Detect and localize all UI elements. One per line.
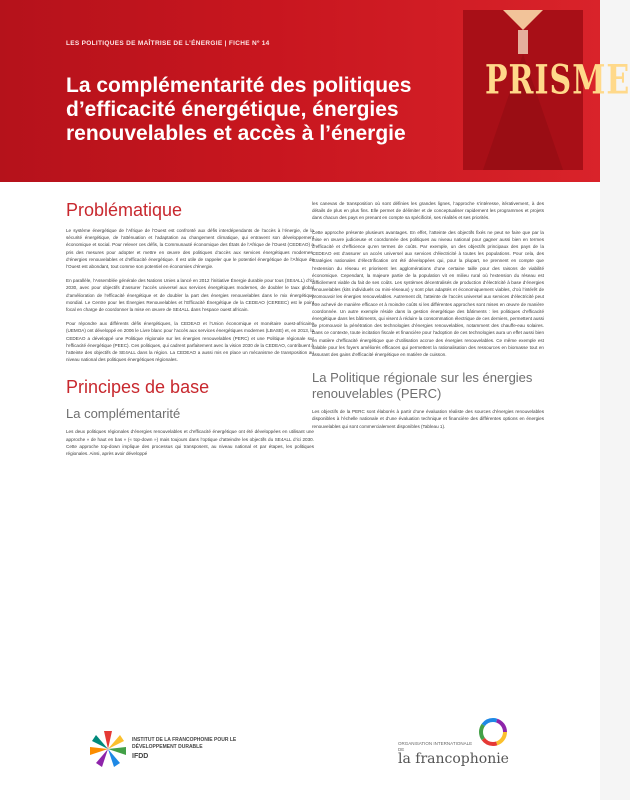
prisme-logo bbox=[463, 10, 630, 170]
left-column bbox=[66, 200, 314, 464]
oif-wordmark: la francophonie bbox=[398, 751, 509, 767]
series-kicker: LES POLITIQUES DE MAÎTRISE DE L’ÉNERGIE | FICHE Nº 14 bbox=[66, 40, 270, 47]
ifdd-name: INSTITUT DE LA FRANCOPHONIE POUR LE DÉVELOPPEMENT DURABLE bbox=[132, 737, 237, 750]
paragraph: Les deux politiques régionales d’énergies renouvelables et d’efficacité énergétique ont été développées en utilisant une approche « de haut en bas » (« top-down ») mais toujours dans l’optique d’atteindre les objectifs du SE4ALL d’ici 2030. Cette approche top-down implique des processus qui transposent, au niveau national et par étapes, les politiques régionales. Ainsi, après avoir développé bbox=[66, 429, 314, 457]
page-title: La complémentarité des politiques d’efficacité énergétique, énergies renouvelables et accès à l’énergie bbox=[66, 74, 412, 145]
oif-org-line: ORGANISATION INTERNATIONALE DE bbox=[398, 741, 473, 752]
subheading-complementarite: La complémentarité bbox=[66, 406, 181, 422]
section-heading-principes: Principes de base bbox=[66, 377, 210, 398]
ifdd-burst-icon bbox=[88, 729, 128, 769]
section-heading-problematique: Problématique bbox=[66, 200, 183, 220]
ifdd-logo bbox=[88, 725, 238, 771]
prisme-wordmark: PRISME bbox=[485, 57, 630, 105]
paragraph: Cette approche présente plusieurs avantages. En effet, l’atteinte des objectifs fixés ne peut se faire que par la mise en œuvre judicieuse et coordonnée des politiques au niveau national pour gagner aussi bien en termes d’efficacité et d’efficience qu’en termes de coûts. Par exemple, un des objectifs principaux des pays de la CEDEAO est d’assurer un accès universel aux services d’électricité à toutes les populations. Pour cela, des stratégies nationales d’électrification ont été développées qui, pour la plupart, ne prennent en compte que l’extension du réseau et priorisent les agglomérations d’une certaine taille pour des raisons de viabilité économique. Cependant, la majeure partie de la population vit en milieu rural où l’extension du réseau est difficilement viable du fait de ses coûts. Les systèmes décentralisés de production d’électricité à base d’énergies renouvelables (kits individuels ou mini-réseaux) y sont plus adaptés et économiquement viables, d’où l’intérêt de promouvoir les énergies renouvelables. Autrement dit, l’atteinte de l’accès universel aux services d’électricité peut être achevé de manière efficace et à moindre coûts si les différentes approches sont mises en œuvre de manière coordonnée. Un autre exemple réside dans la gestion énergétique des bâtiments : les politiques d’efficacité énergétique dans les bâtiments, qui visent à réduire la consommation électrique de ces derniers, permettent aussi de promouvoir la pénétration des technologies d’énergies renouvelables, notamment des chauffe-eau solaires. Dans ce contexte, toute incitation fiscale et financière pour l’adoption de ces technologies aura un effet aussi bien en matière d’efficacité énergétique que d’utilisation accrue des énergies renouvelables. Ce même exemple est valable pour les foyers améliorés efficaces qui permettent la rationalisation des ressources en biomasse tout en assurant des gains d’efficacité énergétique en matière de cuisson. bbox=[312, 229, 544, 358]
header-banner bbox=[0, 0, 630, 182]
paragraph: En parallèle, l’Assemblée générale des Nations Unies a lancé en 2012 l’initiative Énergie durable pour tous (SE4ALL) d’ici 2030, avec pour objectifs d’assurer l’accès universel aux services énergétiques modernes, de doubler le taux global d’amélioration de l’efficacité énergétique et de doubler la part des énergies renouvelables dans le mix énergétique mondial. Le Centre pour les Énergies Renouvelables et l’Efficacité Énergétique de la CEDEAO (CEREEC) est le point focal en charge de coordonner la mise en œuvre de SE4ALL dans l’espace ouest africain. bbox=[66, 278, 314, 313]
subheading-perc: La Politique régionale sur les énergies renouvelables (PERC) bbox=[312, 370, 533, 402]
oif-logo bbox=[392, 715, 552, 775]
right-column bbox=[312, 200, 544, 437]
paragraph: Le système énergétique de l’Afrique de l’Ouest est confronté aux défis interdépendants de l’accès à l’énergie, de la sécurité énergétique, de l’atténuation et l’adaptation au changement climatique, qui entravent son développement économique et social. Pour relever ces défis, la Communauté économique des États de l’Afrique de l’Ouest (CEDEAO) a pris des mesures pour adopter et mettre en œuvre des politiques d’accès aux services énergétiques modernes, d’énergies renouvelables et d’efficacité énergétique. Il est utile de rappeler que le potentiel énergétique de l’Afrique de l’Ouest est abondant, tout comme son potentiel en économies d’énergie. bbox=[66, 228, 314, 270]
ifdd-acronym: IFDD bbox=[132, 753, 149, 760]
oif-ring-icon bbox=[476, 715, 510, 749]
paragraph: Les objectifs de la PERC sont élaborés à partir d’une évaluation réaliste des sources d’énergies renouvelables disponibles à l’échelle nationale et d’une évaluation technique et financière des différentes options en énergies renouvelables qui sont commercialement disponibles (Tableau 1). bbox=[312, 409, 544, 429]
paragraph: les canevas de transposition où sont définies les grandes lignes, l’approche s’intéresse, itérativement, à des détails de plus en plus fins. Elle permet de délimiter et de conceptualiser rapidement les programmes et projets dans chacun des pays en prenant en compte sa spécificité, ses réalités et ses priorités. bbox=[312, 201, 544, 221]
footer bbox=[0, 700, 600, 800]
paragraph: Pour répondre aux différents défis énergétiques, la CEDEAO et l’Union économique et monétaire ouest-africaine (UEMOA) ont développé en 2006 le Livre blanc pour l’accès aux services énergétiques modernes (LBASE) et, en 2013, la CEDEAO a développé une Politique régionale sur les énergies renouvelables (PERC) et une Politique régionale sur l’efficacité énergétique (PEEC). Ces politiques, qui cadrent parfaitement avec la vision 2030 de la CEDEAO, contribuent à l’atteinte des objectifs de SE4ALL dans la région. La CEDEAO a aussi mis en place un mécanisme de transposition au niveau national des politiques énergétiques régionales. bbox=[66, 321, 314, 363]
